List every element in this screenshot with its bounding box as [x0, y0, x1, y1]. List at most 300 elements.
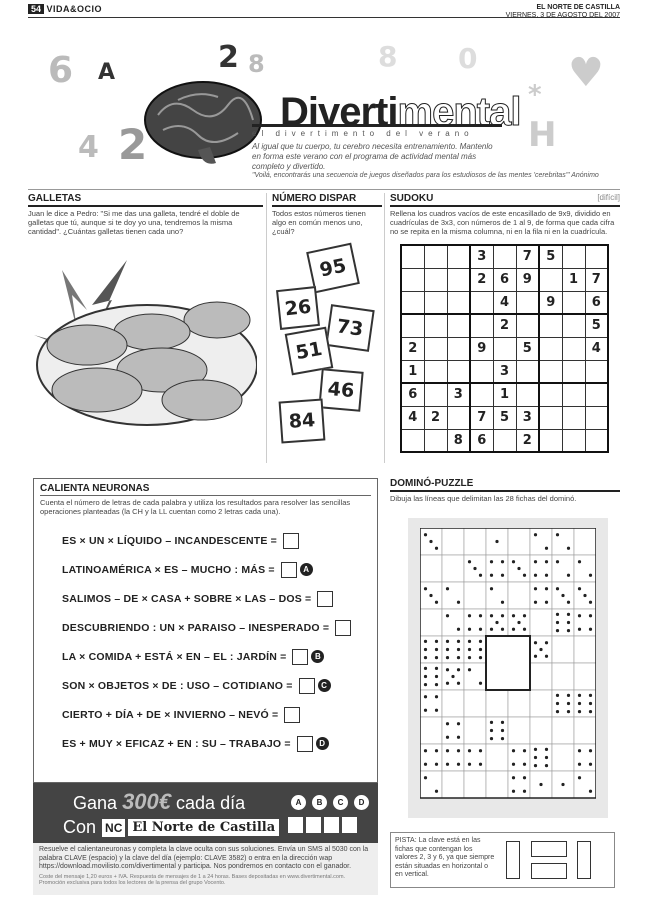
domino-pip: [501, 560, 504, 563]
domino-cell[interactable]: [552, 555, 574, 582]
domino-pip: [589, 628, 592, 631]
domino-pip: [578, 587, 581, 590]
domino-pip: [435, 749, 438, 752]
domino-pip: [578, 710, 581, 713]
domino-cell[interactable]: [486, 771, 508, 798]
domino-cell[interactable]: [530, 555, 552, 582]
brain-icon: [138, 75, 268, 170]
domino-cell[interactable]: [508, 690, 530, 717]
sudoku-cell[interactable]: 7: [585, 268, 608, 291]
domino-pip: [545, 756, 548, 759]
domino-cell[interactable]: [420, 744, 442, 771]
domino-pip: [589, 601, 592, 604]
domino-cell[interactable]: [530, 582, 552, 609]
sudoku-text: Rellena los cuadros vacíos de este encasillado de 9x9, dividido en cuadrículas de 3x3, con números de 1 al 9, de forma que cada cifra no se repita en la misma columna, ni en la fila ni en la cuadrícula.: [390, 209, 615, 236]
sudoku-cell[interactable]: 5: [539, 245, 562, 268]
domino-pip: [523, 776, 526, 779]
equation-list: [62, 526, 371, 758]
sudoku-cell[interactable]: [562, 429, 585, 452]
brand-title-b: mental: [397, 90, 521, 134]
domino-pip: [495, 621, 498, 624]
sudoku-cell[interactable]: [424, 291, 447, 314]
sudoku-cell[interactable]: 3: [447, 383, 470, 406]
domino-pip: [446, 656, 449, 659]
domino-pip: [473, 567, 476, 570]
domino-pip: [446, 763, 449, 766]
domino-pip: [556, 587, 559, 590]
sudoku-row: [401, 406, 608, 429]
domino-cell[interactable]: [552, 609, 574, 636]
domino-cell[interactable]: [442, 555, 464, 582]
decor-letters: A: [98, 60, 116, 85]
domino-cell[interactable]: [464, 609, 486, 636]
sudoku-cell[interactable]: [447, 291, 470, 314]
equation-text: CIERTO + DÍA + DE × INVIERNO – NEVÓ =: [62, 708, 279, 721]
sudoku-cell[interactable]: [401, 245, 424, 268]
sudoku-cell[interactable]: [585, 360, 608, 383]
sudoku-cell[interactable]: 7: [470, 406, 493, 429]
domino-cell[interactable]: [530, 528, 552, 555]
sudoku-cell[interactable]: [401, 429, 424, 452]
domino-pip: [589, 749, 592, 752]
sudoku-cell[interactable]: [493, 429, 516, 452]
sudoku-row: [401, 268, 608, 291]
domino-cell[interactable]: [464, 717, 486, 744]
domino-cell[interactable]: [420, 690, 442, 717]
domino-pip: [523, 790, 526, 793]
sudoku-cell[interactable]: [470, 383, 493, 406]
domino-pip: [578, 614, 581, 617]
domino-cell[interactable]: [574, 528, 596, 555]
domino-pip: [490, 614, 493, 617]
answer-box[interactable]: [283, 533, 299, 549]
domino-cell[interactable]: [530, 744, 552, 771]
equation-row: [62, 584, 371, 613]
sudoku-cell[interactable]: [562, 245, 585, 268]
domino-pip: [424, 763, 427, 766]
domino-pip: [512, 560, 515, 563]
domino-cell[interactable]: [464, 771, 486, 798]
domino-cell[interactable]: [486, 555, 508, 582]
answer-box[interactable]: [281, 562, 297, 578]
domino-cell[interactable]: [574, 663, 596, 690]
sudoku-cell[interactable]: [516, 314, 539, 337]
sudoku-row: [401, 245, 608, 268]
domino-tile-icon: [577, 841, 591, 879]
sudoku-cell[interactable]: 1: [562, 268, 585, 291]
answer-box[interactable]: [299, 678, 315, 694]
sudoku-cell[interactable]: 5: [516, 337, 539, 360]
domino-pip: [556, 710, 559, 713]
domino-pip: [545, 641, 548, 644]
domino-pip: [457, 682, 460, 685]
sudoku-cell[interactable]: [493, 337, 516, 360]
equation-row: [62, 642, 371, 671]
sudoku-cell[interactable]: [424, 360, 447, 383]
domino-cell[interactable]: [574, 636, 596, 663]
sudoku-cell[interactable]: 3: [470, 245, 493, 268]
sudoku-cell[interactable]: [539, 268, 562, 291]
answer-box[interactable]: [306, 817, 321, 833]
sudoku-cell[interactable]: [539, 314, 562, 337]
answer-box[interactable]: [335, 620, 351, 636]
sudoku-cell[interactable]: [562, 337, 585, 360]
sudoku-cell[interactable]: [585, 245, 608, 268]
number-card: 84: [279, 399, 326, 444]
domino-pip: [578, 628, 581, 631]
cookies-illustration: [32, 250, 257, 460]
sudoku-cell[interactable]: 6: [493, 268, 516, 291]
divider: [384, 193, 385, 463]
sudoku-cell[interactable]: [585, 383, 608, 406]
domino-tile-icon: [506, 841, 520, 879]
domino-pip: [512, 763, 515, 766]
domino-pip: [501, 574, 504, 577]
domino-cell[interactable]: [464, 528, 486, 555]
domino-cell[interactable]: [574, 609, 596, 636]
domino-pip: [435, 790, 438, 793]
domino-cell[interactable]: [552, 528, 574, 555]
divertimental-header: [28, 20, 620, 190]
answer-box[interactable]: [288, 817, 303, 833]
sudoku-cell[interactable]: [424, 314, 447, 337]
domino-pip: [556, 560, 559, 563]
promo-amount: 300€: [122, 789, 172, 814]
decor-numbers-7: 0: [458, 42, 478, 75]
domino-pip: [567, 710, 570, 713]
answer-box[interactable]: [297, 736, 313, 752]
domino-pip: [589, 694, 592, 697]
domino-cell[interactable]: [442, 582, 464, 609]
domino-cell[interactable]: [574, 555, 596, 582]
domino-pip: [490, 560, 493, 563]
domino-cell[interactable]: [552, 663, 574, 690]
sudoku-cell[interactable]: [539, 337, 562, 360]
domino-cell[interactable]: [420, 555, 442, 582]
domino-pip: [424, 587, 427, 590]
sudoku-cell[interactable]: [424, 245, 447, 268]
domino-cell[interactable]: [508, 717, 530, 744]
sudoku-cell[interactable]: [562, 291, 585, 314]
domino-cell[interactable]: [530, 609, 552, 636]
star-icon: *: [528, 80, 542, 110]
equation-row: [62, 729, 371, 758]
sudoku-cell[interactable]: [516, 291, 539, 314]
domino-cell[interactable]: [442, 744, 464, 771]
domino-cell[interactable]: [420, 609, 442, 636]
decor-letters-3: H: [528, 115, 557, 155]
equation-row: [62, 613, 371, 642]
sudoku-cell[interactable]: [401, 268, 424, 291]
sudoku-cell[interactable]: [424, 429, 447, 452]
domino-cell[interactable]: [530, 690, 552, 717]
answer-box[interactable]: [324, 817, 339, 833]
sudoku-cell[interactable]: 9: [470, 337, 493, 360]
sudoku-cell[interactable]: [401, 291, 424, 314]
sudoku-cell[interactable]: 1: [493, 383, 516, 406]
page-number: 54: [28, 4, 44, 14]
sudoku-cell[interactable]: 2: [493, 314, 516, 337]
sudoku-cell[interactable]: [585, 429, 608, 452]
sudoku-cell[interactable]: [562, 314, 585, 337]
domino-cell[interactable]: [420, 663, 442, 690]
letter-d: D: [354, 795, 369, 810]
sudoku-cell[interactable]: 7: [516, 245, 539, 268]
domino-pip: [501, 601, 504, 604]
domino-cell[interactable]: [464, 690, 486, 717]
sudoku-cell[interactable]: [447, 245, 470, 268]
domino-cell[interactable]: [442, 717, 464, 744]
page-header: [28, 4, 620, 18]
impar-text: Todos estos números tienen algo en común menos uno, ¿cuál?: [272, 209, 366, 236]
sudoku-row: [401, 314, 608, 337]
domino-pip: [556, 702, 559, 705]
domino-pip: [490, 729, 493, 732]
domino-cell[interactable]: [574, 771, 596, 798]
domino-pip: [567, 613, 570, 616]
sudoku-cell[interactable]: 9: [539, 291, 562, 314]
sudoku-cell[interactable]: [562, 383, 585, 406]
promo-legal: Coste del mensaje 1,20 euros + IVA. Respuesta de mensajes de 1 a 24 horas. Bases depositadas en www.divertimental.com. Promoción exclusiva para todos los lectores de la prensa del grupo Vocento.: [39, 873, 346, 886]
domino-pip: [545, 547, 548, 550]
letter-c: C: [333, 795, 348, 810]
domino-pip: [523, 628, 526, 631]
domino-pip: [589, 702, 592, 705]
domino-cell[interactable]: [442, 636, 464, 663]
domino-pip: [512, 749, 515, 752]
sudoku-cell[interactable]: [424, 268, 447, 291]
domino-cell[interactable]: [486, 582, 508, 609]
clue-letter-badge: D: [316, 737, 329, 750]
equation-row: [62, 700, 371, 729]
domino-cell[interactable]: [552, 717, 574, 744]
sudoku-cell[interactable]: [516, 383, 539, 406]
domino-pip: [512, 614, 515, 617]
sudoku-row: [401, 429, 608, 452]
domino-pip: [424, 749, 427, 752]
sudoku-cell[interactable]: [516, 360, 539, 383]
domino-pip: [435, 667, 438, 670]
sudoku-cell[interactable]: [562, 406, 585, 429]
domino-cell[interactable]: [530, 663, 552, 690]
domino-pip: [523, 614, 526, 617]
sudoku-cell[interactable]: 6: [585, 291, 608, 314]
domino-cell[interactable]: [552, 636, 574, 663]
domino-pip: [578, 749, 581, 752]
sudoku-cell[interactable]: [493, 245, 516, 268]
sudoku-cell[interactable]: [401, 314, 424, 337]
promo-gana-label: Gana: [73, 793, 118, 813]
pista-text: PISTA: La clave está en las fichas que contengan los valores 2, 3 y 6, ya que siempre están situadas en horizontal o en vertical.: [395, 837, 495, 878]
sudoku-cell[interactable]: 2: [470, 268, 493, 291]
domino-pip: [561, 594, 564, 597]
domino-pip: [512, 776, 515, 779]
domino-cell[interactable]: [442, 771, 464, 798]
domino-pip: [567, 574, 570, 577]
sudoku-cell[interactable]: [424, 383, 447, 406]
sudoku-cell[interactable]: [447, 268, 470, 291]
sudoku-cell[interactable]: 5: [493, 406, 516, 429]
domino-pip: [534, 574, 537, 577]
impar-section: [272, 193, 382, 236]
sudoku-cell[interactable]: [562, 360, 585, 383]
sudoku-cell[interactable]: 3: [493, 360, 516, 383]
domino-pip: [589, 614, 592, 617]
sudoku-cell[interactable]: 2: [401, 337, 424, 360]
sudoku-level: [difícil]: [597, 193, 620, 202]
sudoku-cell[interactable]: 4: [401, 406, 424, 429]
domino-pip: [457, 656, 460, 659]
domino-cell[interactable]: [420, 771, 442, 798]
domino-cell[interactable]: [508, 771, 530, 798]
sudoku-cell[interactable]: [470, 314, 493, 337]
promo-text: Resuelve el calientaneuronas y completa la clave oculta con sus soluciones. Envía un SMS al 5030 con la palabra CLAVE (espacio) y la clave del día (ejemplo: CLAVE 3582) o entra en la dirección wap https://download.movilisto.com/divertimental y participa. Nos pondremos en contacto con el ganador.: [39, 846, 369, 870]
domino-cell[interactable]: [530, 717, 552, 744]
domino-pip: [479, 648, 482, 651]
domino-pip: [512, 628, 515, 631]
sudoku-cell[interactable]: 6: [401, 383, 424, 406]
domino-pip: [567, 601, 570, 604]
domino-pip: [545, 655, 548, 658]
sudoku-cell[interactable]: [470, 360, 493, 383]
sudoku-cell[interactable]: [585, 406, 608, 429]
domino-pip: [556, 694, 559, 697]
domino-cell[interactable]: [552, 744, 574, 771]
domino-cell[interactable]: [464, 744, 486, 771]
sudoku-cell[interactable]: 6: [470, 429, 493, 452]
domino-pip: [567, 629, 570, 632]
domino-pip: [424, 648, 427, 651]
sudoku-cell[interactable]: 3: [516, 406, 539, 429]
domino-pip: [534, 587, 537, 590]
sudoku-cell[interactable]: 4: [493, 291, 516, 314]
neuronas-text: Cuenta el número de letras de cada palabra y utiliza los resultados para resolver las sencillas operaciones planteadas (la CH y la LL cuentan como 2 letras cada una).: [40, 498, 351, 516]
domino-cell[interactable]: [486, 717, 508, 744]
sudoku-title: SUDOKU: [390, 193, 434, 204]
domino-pip: [424, 667, 427, 670]
domino-pip: [435, 648, 438, 651]
domino-tile-icon: [531, 841, 567, 857]
domino-cell[interactable]: [464, 582, 486, 609]
domino-pip: [501, 628, 504, 631]
domino-cell[interactable]: [442, 609, 464, 636]
promo-con: [63, 817, 279, 838]
sudoku-cell[interactable]: 4: [585, 337, 608, 360]
domino-pip: [457, 648, 460, 651]
domino-cell[interactable]: [574, 690, 596, 717]
domino-pip: [523, 749, 526, 752]
domino-cell[interactable]: [508, 582, 530, 609]
answer-box[interactable]: [284, 707, 300, 723]
number-card: 26: [276, 286, 320, 330]
domino-cell[interactable]: [464, 663, 486, 690]
domino-cell[interactable]: [442, 528, 464, 555]
galletas-title: GALLETAS: [28, 193, 263, 207]
domino-pip: [501, 737, 504, 740]
domino-cell[interactable]: [552, 690, 574, 717]
sudoku-cell[interactable]: 2: [424, 406, 447, 429]
sudoku-cell[interactable]: [470, 291, 493, 314]
domino-pip: [567, 621, 570, 624]
domino-pip: [468, 640, 471, 643]
sudoku-cell[interactable]: [539, 406, 562, 429]
answer-box[interactable]: [292, 649, 308, 665]
answer-boxes: [288, 817, 357, 833]
domino-pip: [490, 628, 493, 631]
domino-pip: [545, 587, 548, 590]
domino-cell[interactable]: [486, 744, 508, 771]
promo-banner: [33, 783, 378, 843]
domino-pip: [523, 763, 526, 766]
domino-pip: [479, 763, 482, 766]
clue-letter-badge: A: [300, 563, 313, 576]
domino-cell[interactable]: [508, 744, 530, 771]
domino-pip: [534, 533, 537, 536]
sudoku-cell[interactable]: 8: [447, 429, 470, 452]
domino-pip: [435, 547, 438, 550]
decor-numbers: 6: [48, 50, 74, 91]
brand-intro: Al igual que tu cuerpo, tu cerebro necesita entrenamiento. Mantenlo en forma este verano con el programa de actividad mental más completo y divertido.: [252, 142, 493, 171]
domino-cell[interactable]: [420, 636, 442, 663]
sudoku-cell[interactable]: [447, 406, 470, 429]
domino-cell[interactable]: [508, 528, 530, 555]
domino-pip: [578, 560, 581, 563]
domino-pip: [457, 763, 460, 766]
domino-pip: [446, 668, 449, 671]
equation-text: LA × COMIDA + ESTÁ × EN – EL : JARDÍN =: [62, 650, 287, 663]
sudoku-cell[interactable]: [424, 337, 447, 360]
neuronas-section: [33, 478, 378, 783]
sudoku-cell[interactable]: [539, 429, 562, 452]
decor-numbers-5: 8: [248, 50, 265, 78]
sudoku-cell[interactable]: [539, 383, 562, 406]
domino-cell[interactable]: [574, 717, 596, 744]
domino-cell[interactable]: [486, 690, 508, 717]
domino-pip: [479, 640, 482, 643]
number-card: 51: [285, 327, 334, 376]
nc-logo: NC: [102, 819, 125, 837]
domino-pip: [435, 675, 438, 678]
neuronas-title: CALIENTA NEURONAS: [40, 483, 371, 496]
answer-box[interactable]: [317, 591, 333, 607]
equation-row: [62, 526, 371, 555]
domino-grid: [420, 528, 596, 800]
sudoku-cell[interactable]: 2: [516, 429, 539, 452]
domino-text: Dibuja las líneas que delimitan las 28 fichas del dominó.: [390, 494, 577, 503]
sudoku-cell[interactable]: [447, 337, 470, 360]
sudoku-cell[interactable]: [539, 360, 562, 383]
sudoku-cell[interactable]: 9: [516, 268, 539, 291]
answer-box[interactable]: [342, 817, 357, 833]
sudoku-cell[interactable]: [447, 360, 470, 383]
sudoku-cell[interactable]: 1: [401, 360, 424, 383]
domino-pip: [446, 648, 449, 651]
domino-cell[interactable]: [420, 717, 442, 744]
domino-cell[interactable]: [464, 636, 486, 663]
newspaper-logo: El Norte de Castilla: [128, 819, 279, 836]
sudoku-cell[interactable]: [447, 314, 470, 337]
domino-pip: [435, 683, 438, 686]
domino-pip: [523, 574, 526, 577]
domino-cell[interactable]: [574, 744, 596, 771]
domino-pip: [490, 737, 493, 740]
sudoku-cell[interactable]: 5: [585, 314, 608, 337]
galletas-section: [28, 193, 263, 236]
domino-pip: [578, 776, 581, 779]
domino-pip: [435, 763, 438, 766]
domino-cell[interactable]: [442, 690, 464, 717]
decor-numbers-3: 2: [118, 120, 148, 169]
